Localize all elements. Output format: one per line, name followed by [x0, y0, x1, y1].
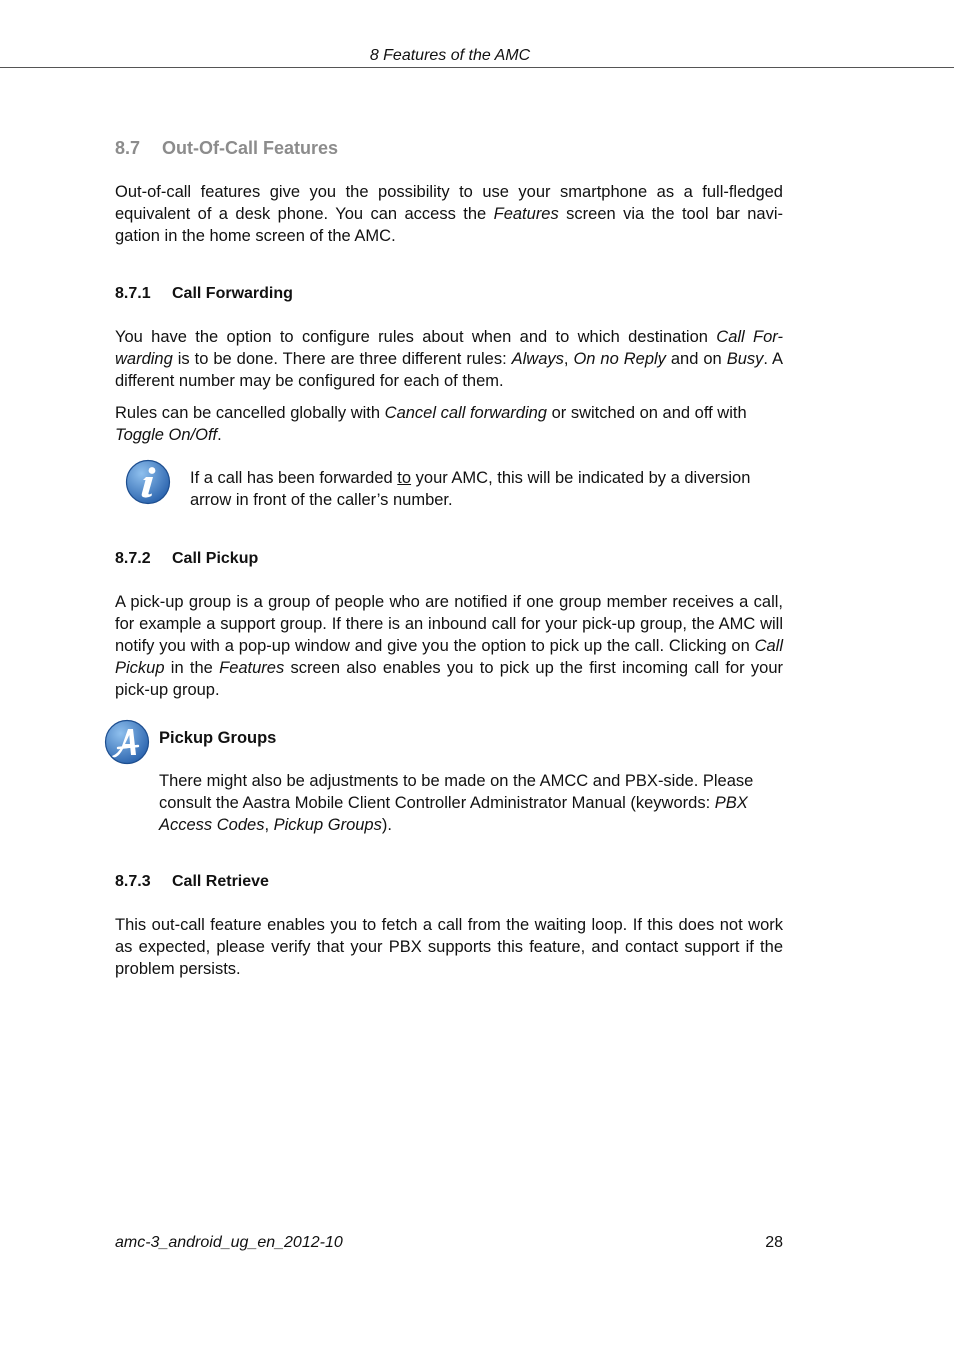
text-run: You have the option to configure rules about when and to which destination [115, 328, 717, 346]
header-divider [0, 67, 954, 68]
subsection-number: 8.7.1 [115, 285, 151, 302]
call-forwarding-paragraph [115, 327, 783, 393]
text-run: Features [493, 204, 559, 223]
text-run: in the [164, 658, 220, 677]
info-icon [125, 459, 171, 505]
text-run: Toggle On/Off [115, 425, 218, 444]
text-run: . A different number may be configured for each of them. [115, 349, 784, 390]
text-run: Out-of-call features give you the possibility to use your smartphone as a full-fledged equivalent of a desk phone. You can access the [115, 183, 783, 223]
subsection-title: Call Pickup [172, 550, 259, 567]
tip-a-icon [104, 719, 150, 765]
info-note [190, 468, 790, 512]
text-run: or switched on and off with [546, 404, 747, 422]
text-run: On no Reply [573, 349, 666, 368]
text-run: There might also be adjustments to be made on the AMCC and PBX-side. Please consult the Aastra Mobile Client Controller Administrator Manual (keywords: [159, 772, 754, 812]
section-title: Out-Of-Call Features [162, 138, 339, 158]
section-heading [115, 137, 338, 159]
text-run: A pick-up group is a group of people who are notified if one group member receives a call, for example a support group. If there is an inbound call for your pick-up group, the AMC will notify you with a pop-up window and give you the option to pick up the call. Clicking on [115, 593, 783, 655]
text-run: Call For-warding [115, 328, 783, 368]
text-run: your AMC, this will be indicated by a diversion arrow in front of the caller’s number. [190, 469, 751, 509]
subsection-number: 8.7.3 [115, 873, 151, 890]
text-run: Always [511, 349, 564, 368]
text-run: . [217, 425, 222, 444]
tip-text [159, 771, 784, 837]
text-run: is to be done. There are three different rules: [172, 349, 512, 368]
subsection-title: Call Retrieve [172, 873, 269, 890]
text-run: Features [219, 658, 285, 677]
tip-title: Pickup Groups [159, 729, 277, 747]
running-header: 8 Features of the AMC [369, 47, 531, 64]
text-run: Pickup Groups [273, 815, 382, 834]
call-retrieve-paragraph [115, 915, 783, 981]
text-run: ). [381, 815, 392, 834]
text-run: This out-call feature enables you to fetch a call from the waiting loop. If this does not work as expected, please verify that your PBX supports this feature, and contact support if the problem persists. [115, 916, 783, 978]
text-run: Busy [726, 349, 764, 368]
text-run: Rules can be cancelled globally with [115, 404, 385, 422]
subsection-heading-call-retrieve [115, 872, 269, 892]
text-run: PBX Access Codes [159, 793, 748, 834]
text-run: Call Pickup [115, 636, 783, 677]
subsection-title: Call Forwarding [172, 285, 293, 302]
intro-paragraph [115, 182, 783, 248]
call-forwarding-rules-paragraph [115, 403, 783, 447]
text-run: screen via the tool bar navi-gation in the home screen of the AMC. [115, 204, 783, 245]
footer-document-id: amc-3_android_ug_en_2012-10 [115, 1234, 343, 1251]
text-run: to [397, 469, 412, 487]
subsection-heading-call-pickup [115, 549, 258, 569]
text-run: , [264, 815, 274, 834]
subsection-number: 8.7.2 [115, 550, 151, 567]
page-number: 28 [765, 1234, 783, 1251]
text-run: If a call has been forwarded [190, 469, 398, 487]
text-run: screen also enables you to pick up the first incoming call for your pick-up group. [115, 658, 783, 699]
text-run: and on [665, 349, 727, 368]
text-run: , [563, 349, 574, 368]
section-number: 8.7 [115, 138, 141, 158]
call-pickup-paragraph [115, 592, 783, 702]
text-run: Cancel call forwarding [384, 404, 547, 422]
subsection-heading-call-forwarding [115, 284, 293, 304]
